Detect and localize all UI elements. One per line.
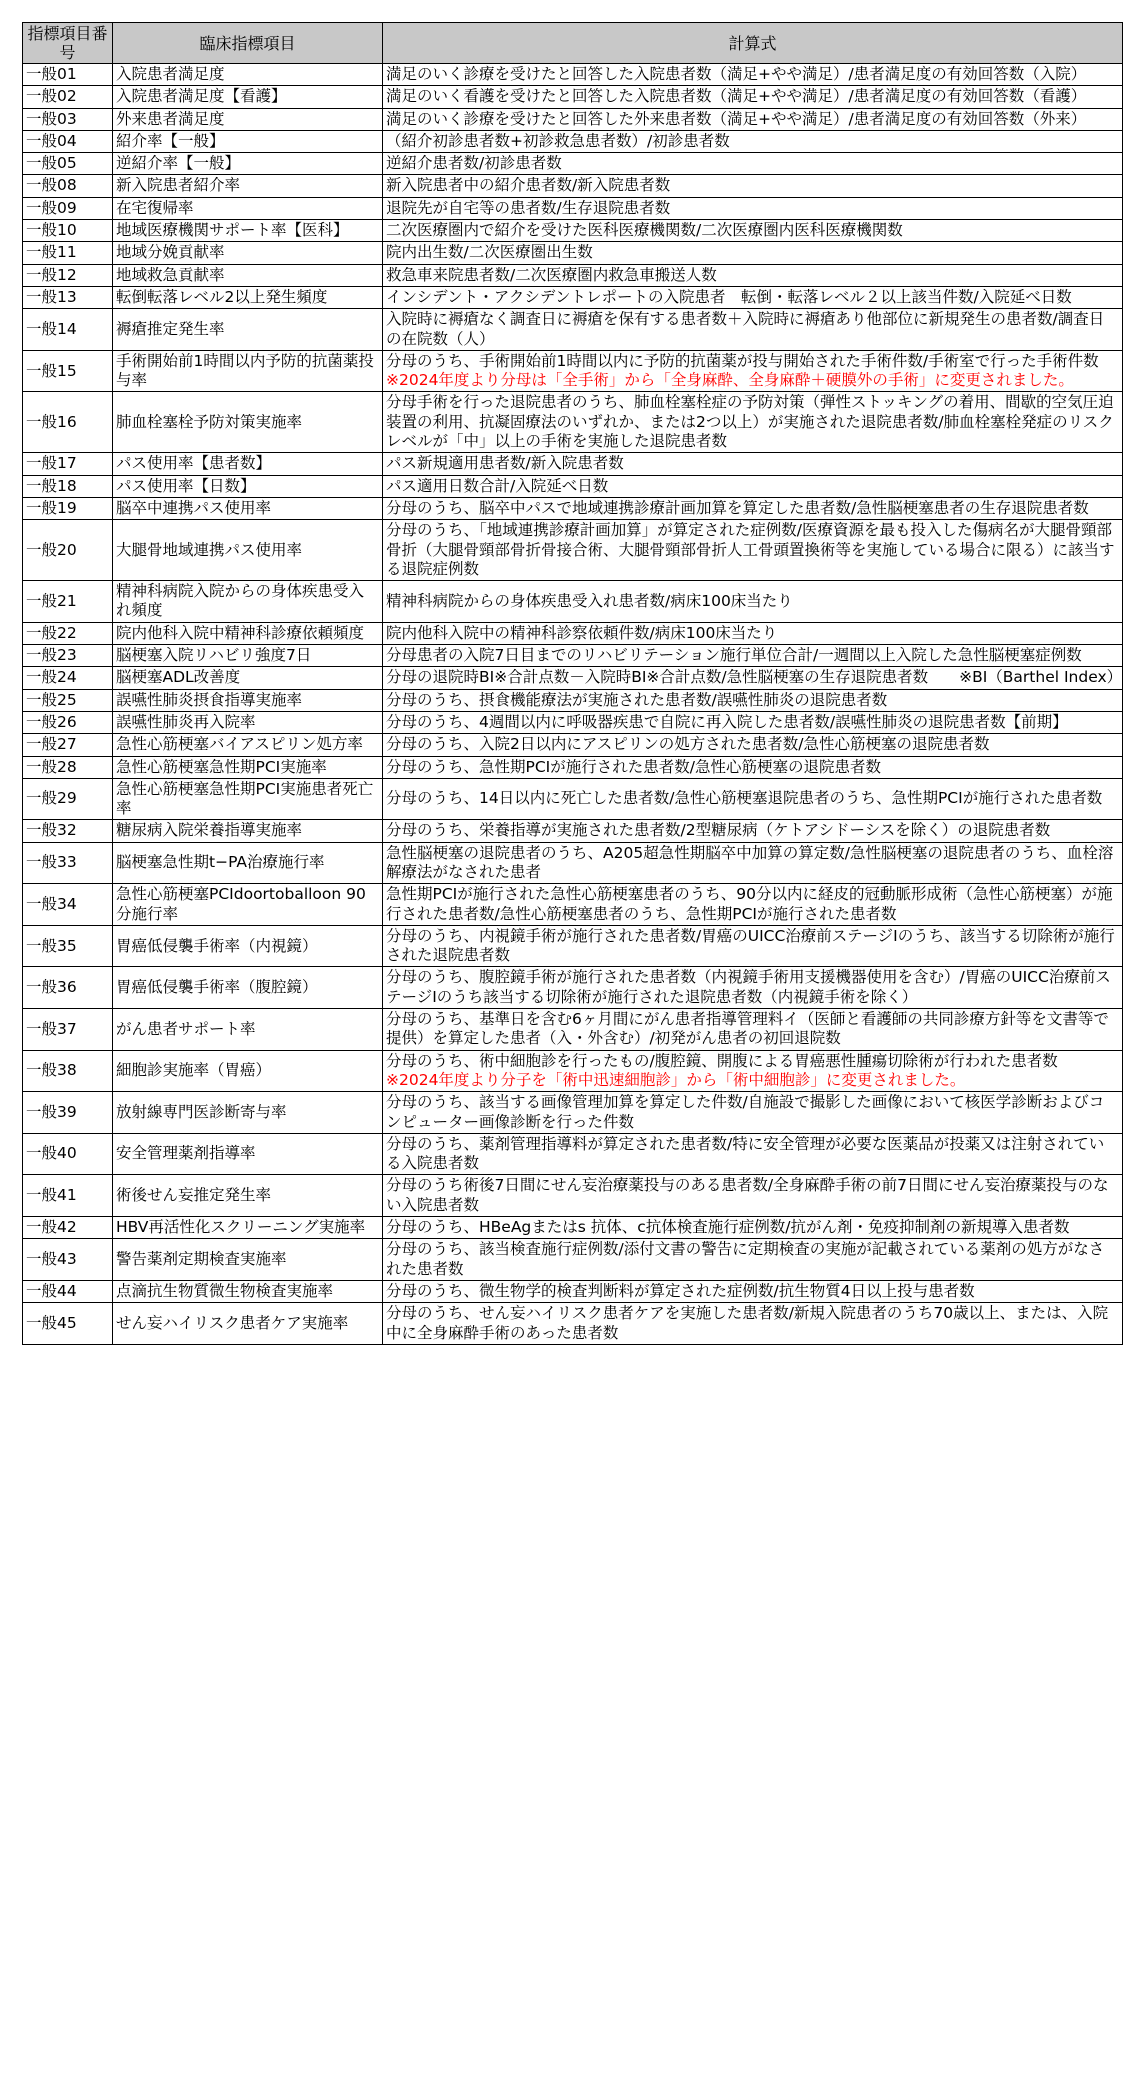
indicator-formula — [383, 1303, 1123, 1345]
indicator-name: 安全管理薬剤指導率 — [113, 1133, 383, 1175]
indicator-name: 在宅復帰率 — [113, 197, 383, 219]
indicator-code: 一般40 — [23, 1133, 113, 1175]
table-row — [23, 645, 1123, 667]
formula-text: 分母のうち、脳卒中パスで地域連携診療計画加算を算定した患者数/急性脳梗塞患者の生存退院患者数 — [386, 498, 1089, 517]
formula-text: 精神科病院からの身体疾患受入れ患者数/病床100床当たり — [386, 591, 793, 610]
indicator-formula — [383, 130, 1123, 152]
table-row — [23, 734, 1123, 756]
table-row — [23, 309, 1123, 351]
formula-text: 分母のうち、14日以内に死亡した患者数/急性心筋梗塞退院患者のうち、急性期PCIが施行された患者数 — [386, 789, 1103, 808]
indicator-name: パス使用率【患者数】 — [113, 453, 383, 475]
indicator-name: 急性心筋梗塞急性期PCI実施率 — [113, 756, 383, 778]
table-row — [23, 497, 1123, 519]
indicator-code: 一般41 — [23, 1175, 113, 1217]
indicator-code: 一般03 — [23, 108, 113, 130]
indicator-formula — [383, 392, 1123, 453]
table-row — [23, 581, 1123, 623]
indicator-code: 一般29 — [23, 778, 113, 820]
indicator-formula — [383, 108, 1123, 130]
table-row — [23, 197, 1123, 219]
table-row — [23, 1009, 1123, 1051]
indicator-code: 一般05 — [23, 153, 113, 175]
formula-text: 分母のうち、基準日を含む6ヶ月間にがん患者指導管理料イ（医師と看護師の共同診療方針等を文書等で提供）を算定した患者（入・外含む）/初発がん患者の初回退院数 — [386, 1010, 1109, 1048]
formula-text: 新入院患者中の紹介患者数/新入院患者数 — [386, 176, 671, 195]
indicator-name: 地域分娩貢献率 — [113, 242, 383, 264]
table-row — [23, 264, 1123, 286]
formula-text: 急性脳梗塞の退院患者のうち、A205超急性期脳卒中加算の算定数/急性脳梗塞の退院患者のうち、血栓溶解療法がなされた患者 — [386, 843, 1114, 881]
formula-text: 分母のうち、急性期PCIが施行された患者数/急性心筋梗塞の退院患者数 — [386, 757, 881, 776]
indicator-formula — [383, 1133, 1123, 1175]
table-row — [23, 1133, 1123, 1175]
formula-text: 分母のうち、栄養指導が実施された患者数/2型糖尿病（ケトアシドーシスを除く）の退院患者数 — [386, 821, 1051, 840]
table-row — [23, 175, 1123, 197]
indicator-formula — [383, 667, 1123, 689]
indicator-name: 精神科病院入院からの身体疾患受入れ頻度 — [113, 581, 383, 623]
formula-text: 分母のうち術後7日間にせん妄治療薬投与のある患者数/全身麻酔手術の前7日間にせん妄治療薬投与のない入院患者数 — [386, 1176, 1109, 1214]
indicator-code: 一般26 — [23, 711, 113, 733]
formula-text: 分母のうち、摂食機能療法が実施された患者数/誤嚥性肺炎の退院患者数 — [386, 690, 888, 709]
indicator-formula — [383, 820, 1123, 842]
indicator-code: 一般04 — [23, 130, 113, 152]
indicator-name: 地域救急貢献率 — [113, 264, 383, 286]
table-row — [23, 1092, 1123, 1134]
table-row — [23, 64, 1123, 86]
formula-text: 分母のうち、薬剤管理指導料が算定された患者数/特に安全管理が必要な医薬品が投薬又は注射されている入院患者数 — [386, 1134, 1105, 1173]
indicator-name: 地域医療機関サポート率【医科】 — [113, 220, 383, 242]
indicator-code: 一般23 — [23, 645, 113, 667]
indicator-name: 外来患者満足度 — [113, 108, 383, 130]
table-row — [23, 392, 1123, 453]
indicator-code: 一般20 — [23, 520, 113, 581]
indicator-formula — [383, 153, 1123, 175]
indicator-code: 一般09 — [23, 197, 113, 219]
indicator-name: HBV再活性化スクリーニング実施率 — [113, 1217, 383, 1239]
table-row — [23, 108, 1123, 130]
header-formula: 計算式 — [383, 23, 1123, 64]
formula-text: パス新規適用患者数/新入院患者数 — [386, 454, 624, 473]
indicator-formula — [383, 1239, 1123, 1281]
indicator-formula — [383, 645, 1123, 667]
indicator-code: 一般34 — [23, 884, 113, 926]
indicator-formula — [383, 475, 1123, 497]
indicator-code: 一般25 — [23, 689, 113, 711]
table-row — [23, 1280, 1123, 1302]
indicator-formula — [383, 581, 1123, 623]
formula-text: 院内出生数/二次医療圏出生数 — [386, 243, 593, 262]
formula-text: 二次医療圏内で紹介を受けた医科医療機関数/二次医療圏内医科医療機関数 — [386, 221, 903, 240]
indicator-name: 胃癌低侵襲手術率（内視鏡） — [113, 925, 383, 967]
table-row — [23, 884, 1123, 926]
indicator-name: 点滴抗生物質微生物検査実施率 — [113, 1280, 383, 1302]
formula-text: 分母の退院時BI※合計点数－入院時BI※合計点数/急性脳梗塞の生存退院患者数 ※BI（Barthel Index） — [386, 668, 1123, 687]
indicator-name: 急性心筋梗塞バイアスピリン処方率 — [113, 734, 383, 756]
formula-text: インシデント・アクシデントレポートの入院患者 転倒・転落レベル２以上該当件数/入院延べ日数 — [386, 287, 1072, 306]
indicator-formula — [383, 309, 1123, 351]
indicator-name: 脳梗塞ADL改善度 — [113, 667, 383, 689]
formula-text: 分母のうち、術中細胞診を行ったもの/腹腔鏡、開腹による胃癌悪性腫瘍切除術が行われた患者数 — [386, 1051, 1058, 1070]
indicator-code: 一般39 — [23, 1092, 113, 1134]
table-row — [23, 820, 1123, 842]
indicator-formula — [383, 1175, 1123, 1217]
formula-text: 分母のうち、該当検査施行症例数/添付文書の警告に定期検査の実施が記載されている薬剤の処方がなされた患者数 — [386, 1240, 1105, 1278]
formula-text: 救急車来院患者数/二次医療圏内救急車搬送人数 — [386, 265, 717, 284]
indicator-name: 手術開始前1時間以内予防的抗菌薬投与率 — [113, 350, 383, 392]
formula-text: 満足のいく看護を受けたと回答した入院患者数（満足+やや満足）/患者満足度の有効回答数（看護） — [386, 87, 1087, 106]
formula-text: 急性期PCIが施行された急性心筋梗塞患者のうち、90分以内に経皮的冠動脈形成術（急性心筋梗塞）が施行された患者数/急性心筋梗塞患者のうち、急性期PCIが施行された患者数 — [386, 885, 1113, 923]
indicator-name: 肺血栓塞栓予防対策実施率 — [113, 392, 383, 453]
indicator-formula — [383, 197, 1123, 219]
indicator-code: 一般01 — [23, 64, 113, 86]
indicator-code: 一般16 — [23, 392, 113, 453]
indicator-code: 一般38 — [23, 1050, 113, 1092]
formula-text: 分母のうち、内視鏡手術が施行された患者数/胃癌のUICC治療前ステージIのうち、該当する切除術が施行された退院患者数 — [386, 926, 1115, 965]
indicator-code: 一般13 — [23, 286, 113, 308]
indicator-formula — [383, 350, 1123, 392]
formula-text: 分母のうち、4週間以内に呼吸器疾患で自院に再入院した患者数/誤嚥性肺炎の退院患者数【前期】 — [386, 712, 1068, 731]
indicator-code: 一般21 — [23, 581, 113, 623]
table-row — [23, 86, 1123, 108]
indicator-formula — [383, 689, 1123, 711]
table-row — [23, 286, 1123, 308]
indicator-formula — [383, 884, 1123, 926]
indicator-code: 一般08 — [23, 175, 113, 197]
indicator-name: 脳梗塞急性期t−PA治療施行率 — [113, 842, 383, 884]
indicator-name: 誤嚥性肺炎再入院率 — [113, 711, 383, 733]
formula-text: 満足のいく診療を受けたと回答した外来患者数（満足+やや満足）/患者満足度の有効回答数（外来） — [386, 109, 1087, 128]
table-row — [23, 689, 1123, 711]
table-row — [23, 220, 1123, 242]
indicator-formula — [383, 497, 1123, 519]
indicator-formula — [383, 622, 1123, 644]
indicator-formula — [383, 1217, 1123, 1239]
indicator-code: 一般12 — [23, 264, 113, 286]
indicator-code: 一般35 — [23, 925, 113, 967]
indicator-code: 一般18 — [23, 475, 113, 497]
indicator-formula — [383, 1092, 1123, 1134]
indicator-formula — [383, 286, 1123, 308]
indicator-name: せん妄ハイリスク患者ケア実施率 — [113, 1303, 383, 1345]
indicator-name: 急性心筋梗塞急性期PCI実施患者死亡率 — [113, 778, 383, 820]
indicator-name: 脳梗塞入院リハビリ強度7日 — [113, 645, 383, 667]
indicator-code: 一般24 — [23, 667, 113, 689]
indicator-code: 一般19 — [23, 497, 113, 519]
indicator-name: 紹介率【一般】 — [113, 130, 383, 152]
formula-text: パス適用日数合計/入院延べ日数 — [386, 476, 609, 495]
formula-text: 退院先が自宅等の患者数/生存退院患者数 — [386, 198, 671, 217]
indicator-name: パス使用率【日数】 — [113, 475, 383, 497]
clinical-indicator-table — [22, 22, 1123, 1345]
table-row — [23, 667, 1123, 689]
indicator-formula — [383, 86, 1123, 108]
indicator-code: 一般28 — [23, 756, 113, 778]
formula-text: 分母のうち、入院2日以内にアスピリンの処方された患者数/急性心筋梗塞の退院患者数 — [386, 735, 990, 754]
table-row — [23, 153, 1123, 175]
formula-text: 院内他科入院中の精神科診察依頼件数/病床100床当たり — [386, 623, 778, 642]
indicator-name: 褥瘡推定発生率 — [113, 309, 383, 351]
table-header-row — [23, 23, 1123, 64]
indicator-name: 院内他科入院中精神科診療依頼頻度 — [113, 622, 383, 644]
table-row — [23, 475, 1123, 497]
indicator-code: 一般14 — [23, 309, 113, 351]
indicator-formula — [383, 520, 1123, 581]
indicator-code: 一般45 — [23, 1303, 113, 1345]
indicator-name: 術後せん妄推定発生率 — [113, 1175, 383, 1217]
formula-text: 満足のいく診療を受けたと回答した入院患者数（満足+やや満足）/患者満足度の有効回答数（入院） — [386, 65, 1087, 83]
indicator-name: 新入院患者紹介率 — [113, 175, 383, 197]
indicator-formula — [383, 264, 1123, 286]
indicator-name: 細胞診実施率（胃癌） — [113, 1050, 383, 1092]
formula-text: 分母のうち、腹腔鏡手術が施行された患者数（内視鏡手術用支援機器使用を含む）/胃癌のUICC治療前ステージIのうち該当する切除術が施行された退院患者数（内視鏡手術を除く） — [386, 968, 1111, 1006]
formula-text: （紹介初診患者数+初診救急患者数）/初診患者数 — [386, 131, 730, 150]
indicator-code: 一般42 — [23, 1217, 113, 1239]
indicator-formula — [383, 967, 1123, 1009]
indicator-formula — [383, 220, 1123, 242]
indicator-formula — [383, 925, 1123, 967]
table-row — [23, 1175, 1123, 1217]
indicator-table-container — [22, 22, 1122, 1345]
formula-text: 分母のうち、該当する画像管理加算を算定した件数/自施設で撮影した画像において核医学診断およびコンピューター画像診断を行った件数 — [386, 1093, 1105, 1131]
formula-text: 逆紹介患者数/初診患者数 — [386, 154, 562, 173]
indicator-name: 警告薬剤定期検査実施率 — [113, 1239, 383, 1281]
indicator-code: 一般10 — [23, 220, 113, 242]
indicator-name: 大腿骨地域連携パス使用率 — [113, 520, 383, 581]
indicator-formula — [383, 778, 1123, 820]
formula-text: 分母のうち、「地域連携診療計画加算」が算定された症例数/医療資源を最も投入した傷病名が大腿骨頸部骨折（大腿骨頸部骨折骨接合術、大腿骨頸部骨折人工骨頭置換術等を実施している場合に限る）に該当する退院症例数 — [386, 521, 1115, 578]
formula-text: 分母患者の入院7日目までのリハビリテーション施行単位合計/一週間以上入院した急性脳梗塞症例数 — [386, 646, 1082, 665]
formula-text: 分母手術を行った退院患者のうち、肺血栓塞栓症の予防対策（弾性ストッキングの着用、間歇的空気圧迫装置の利用、抗凝固療法のいずれか、または2つ以上）が実施された退院患者数/肺血栓塞栓発症のリスクレベルが「中」以上の手術を実施した退院患者数 — [386, 393, 1114, 451]
indicator-code: 一般22 — [23, 622, 113, 644]
indicator-code: 一般17 — [23, 453, 113, 475]
table-row — [23, 453, 1123, 475]
table-row — [23, 1239, 1123, 1281]
table-row — [23, 842, 1123, 884]
header-code: 指標項目番号 — [23, 23, 113, 64]
indicator-name: 転倒転落レベル2以上発生頻度 — [113, 286, 383, 308]
change-note: ※2024年度より分子を「術中迅速細胞診」から「術中細胞診」に変更されました。 — [386, 1070, 966, 1089]
table-row — [23, 1050, 1123, 1092]
indicator-formula — [383, 756, 1123, 778]
indicator-formula — [383, 842, 1123, 884]
indicator-formula — [383, 734, 1123, 756]
indicator-name: がん患者サポート率 — [113, 1009, 383, 1051]
indicator-code: 一般33 — [23, 842, 113, 884]
change-note: ※2024年度より分母は「全手術」から「全身麻酔、全身麻酔＋硬膜外の手術」に変更されました。 — [386, 371, 1074, 390]
table-row — [23, 520, 1123, 581]
formula-text: 分母のうち、微生物学的検査判断料が算定された症例数/抗生物質4日以上投与患者数 — [386, 1281, 975, 1300]
table-row — [23, 622, 1123, 644]
indicator-formula — [383, 453, 1123, 475]
indicator-code: 一般15 — [23, 350, 113, 392]
indicator-code: 一般36 — [23, 967, 113, 1009]
table-row — [23, 130, 1123, 152]
indicator-name: 脳卒中連携パス使用率 — [113, 497, 383, 519]
indicator-name: 急性心筋梗塞PCIdoortoballoon 90分施行率 — [113, 884, 383, 926]
table-row — [23, 967, 1123, 1009]
indicator-code: 一般11 — [23, 242, 113, 264]
indicator-formula — [383, 175, 1123, 197]
indicator-code: 一般37 — [23, 1009, 113, 1051]
table-row — [23, 925, 1123, 967]
header-name: 臨床指標項目 — [113, 23, 383, 64]
indicator-code: 一般44 — [23, 1280, 113, 1302]
indicator-name: 逆紹介率【一般】 — [113, 153, 383, 175]
indicator-name: 入院患者満足度 — [113, 64, 383, 86]
formula-text: 分母のうち、HBeAgまたはs 抗体、c抗体検査施行症例数/抗がん剤・免疫抑制剤の新規導入患者数 — [386, 1218, 1070, 1237]
indicator-code: 一般02 — [23, 86, 113, 108]
indicator-formula — [383, 1050, 1123, 1092]
indicator-name: 放射線専門医診断寄与率 — [113, 1092, 383, 1134]
table-row — [23, 778, 1123, 820]
indicator-formula — [383, 711, 1123, 733]
formula-text: 入院時に褥瘡なく調査日に褥瘡を保有する患者数＋入院時に褥瘡あり他部位に新規発生の患者数/調査日の在院数（人） — [386, 310, 1105, 348]
formula-text: 分母のうち、手術開始前1時間以内に予防的抗菌薬が投与開始された手術件数/手術室で行った手術件数 — [386, 351, 1099, 370]
table-row — [23, 756, 1123, 778]
formula-text: 分母のうち、せん妄ハイリスク患者ケアを実施した患者数/新規入院患者のうち70歳以上、または、入院中に全身麻酔手術のあった患者数 — [386, 1304, 1109, 1342]
indicator-name: 胃癌低侵襲手術率（腹腔鏡） — [113, 967, 383, 1009]
indicator-formula — [383, 1009, 1123, 1051]
indicator-formula — [383, 64, 1123, 86]
table-row — [23, 350, 1123, 392]
indicator-code: 一般32 — [23, 820, 113, 842]
table-row — [23, 711, 1123, 733]
indicator-code: 一般43 — [23, 1239, 113, 1281]
table-row — [23, 242, 1123, 264]
table-row — [23, 1303, 1123, 1345]
table-row — [23, 1217, 1123, 1239]
indicator-code: 一般27 — [23, 734, 113, 756]
indicator-name: 入院患者満足度【看護】 — [113, 86, 383, 108]
table-body — [23, 64, 1123, 1345]
indicator-name: 糖尿病入院栄養指導実施率 — [113, 820, 383, 842]
indicator-formula — [383, 1280, 1123, 1302]
indicator-formula — [383, 242, 1123, 264]
indicator-name: 誤嚥性肺炎摂食指導実施率 — [113, 689, 383, 711]
